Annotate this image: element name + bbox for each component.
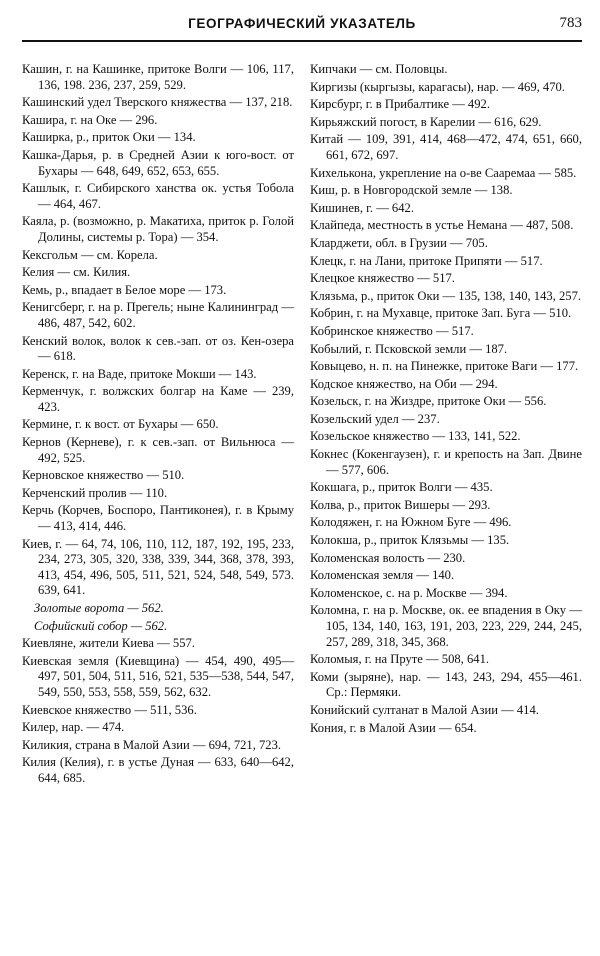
index-entry: Кирсбург, г. в Прибалтике — 492. [310, 97, 490, 112]
index-entry: Колва, р., приток Вишеры — 293. [310, 497, 491, 512]
index-entry: Колокша, р., приток Клязьмы — 135. [310, 533, 510, 548]
index-entry: Козельское княжество — 133, 141, 522. [310, 429, 521, 444]
index-page [22, 14, 582, 944]
index-entry: Кодское княжество, на Оби — 294. [310, 376, 498, 391]
index-entry: Кашка-Дарья, р. в Средней Азии к юго-вост. от Бухары — 648, 649, 652, 653, 655. [22, 147, 294, 178]
index-entry: Козельск, г. на Жиздре, притоке Оки — 556. [310, 394, 547, 409]
index-entry: Кернов (Керневе), г. к сев.-зап. от Вильнюса — 492, 525. [22, 435, 294, 465]
index-entry: Киргизы (кыргызы, карагасы), нар. — 469, 470. [310, 79, 565, 94]
index-entry: Кония, г. в Малой Азии — 654. [310, 720, 477, 735]
index-entry: Китай — 109, 391, 414, 468—472, 474, 651, 660, 661, 672, 697. [310, 132, 582, 162]
right-column [310, 62, 582, 789]
index-entry: Кемь, р., впадает в Белое море — 173. [22, 282, 227, 297]
index-subentry: Золотые ворота — 562. [34, 601, 164, 615]
running-title: ГЕОГРАФИЧЕСКИЙ УКАЗАТЕЛЬ [188, 16, 416, 31]
index-entry: Кашлык, г. Сибирского ханства ок. устья Тобола — 464, 467. [22, 181, 294, 211]
index-entry: Киликия, страна в Малой Азии — 694, 721, 723. [22, 737, 282, 752]
index-entry: Керчь (Корчев, Боспоро, Пантиконея), г. в Крыму — 413, 414, 446. [22, 503, 294, 534]
index-entry: Кобрин, г. на Мухавце, притоке Зап. Буга — 510. [310, 306, 572, 321]
index-entry: Кермине, г. к вост. от Бухары — 650. [22, 417, 219, 432]
index-entry: Коломыя, г. на Пруте — 508, 641. [310, 652, 490, 667]
index-entry: Кокшага, р., приток Волги — 435. [310, 480, 493, 495]
index-entry: Коми (зыряне), нар. — 143, 243, 294, 455—461. Ср.: Пермяки. [310, 669, 582, 700]
index-entry: Ковыцево, н. п. на Пинежке, притоке Ваги — 177. [310, 359, 579, 374]
index-entry: Килер, нар. — 474. [22, 720, 125, 735]
index-entry: Керменчук, г. волжских болгар на Каме — 239, 423. [22, 384, 294, 414]
index-entry: Кашинский удел Тверского княжества — 137, 218. [22, 95, 293, 110]
index-entry: Клецк, г. на Лани, притоке Припяти — 517. [310, 253, 543, 268]
index-entry: Кашира, г. на Оке — 296. [22, 112, 158, 127]
index-entry: Каяла, р. (возможно, р. Макатиха, приток р. Голой Долины, системы р. Тора) — 354. [22, 214, 294, 244]
index-entry: Клецкое княжество — 517. [310, 271, 455, 286]
index-entry: Кашин, г. на Кашинке, притоке Волги — 106, 117, 136, 198. 236, 237, 259, 529. [22, 62, 294, 92]
index-entry: Киш, р. в Новгородской земле — 138. [310, 183, 513, 198]
index-entry: Клайпеда, местность в устье Немана — 487, 508. [310, 218, 574, 233]
index-entry: Келия — см. Килия. [22, 265, 131, 280]
index-entry: Кихелькона, укрепление на о-ве Сааремаа — 585. [310, 165, 577, 180]
index-entry: Киевское княжество — 511, 536. [22, 702, 197, 717]
index-entry: Коломенское, с. на р. Москве — 394. [310, 585, 508, 600]
index-entry: Каширка, р., приток Оки — 134. [22, 130, 196, 145]
index-entry: Керновское княжество — 510. [22, 468, 185, 483]
index-entry: Кенигсберг, г. на р. Прегель; ныне Калининград — 486, 487, 542, 602. [22, 300, 294, 330]
index-entry: Козельский удел — 237. [310, 411, 440, 426]
index-entry: Коломна, г. на р. Москве, ок. ее впадения в Оку — 105, 134, 140, 163, 191, 203, 223, 229, 244, 245, 257, 289, 318, 345, 368. [310, 603, 582, 649]
index-entry: Кексгольм — см. Корела. [22, 247, 158, 262]
page-header [22, 14, 582, 38]
index-entry: Килия (Келия), г. в устье Дуная — 633, 640—642, 644, 685. [22, 755, 294, 785]
index-entry: Клязьма, р., приток Оки — 135, 138, 140, 143, 257. [310, 288, 582, 303]
index-subentry: Софийский собор — 562. [34, 618, 168, 633]
index-entry: Коломенская волость — 230. [310, 550, 466, 565]
page-number: 783 [559, 15, 582, 31]
header-rule [22, 40, 582, 42]
index-entry: Кипчаки — см. Половцы. [310, 62, 448, 76]
index-columns [22, 62, 582, 789]
index-entry: Конийский султанат в Малой Азии — 414. [310, 702, 539, 717]
left-column [22, 62, 294, 789]
index-entry: Киевляне, жители Киева — 557. [22, 636, 195, 651]
index-entry: Кларджети, обл. в Грузии — 705. [310, 235, 488, 250]
index-entry: Колодяжен, г. на Южном Буге — 496. [310, 515, 512, 530]
index-entry: Кокнес (Кокенгаузен), г. и крепость на Зап. Двине — 577, 606. [310, 447, 582, 477]
index-entry: Кобринское княжество — 517. [310, 323, 474, 338]
index-entry-kiev: Киев, г. — 64, 74, 106, 110, 112, 187, 192, 195, 233, 234, 273, 305, 320, 338, 339, 344, 368, 378, 393, 413, 454, 496, 505, 511, 521, 524, 548, 549, 573. 639, 641. [22, 536, 294, 598]
index-entry: Керенск, г. на Ваде, притоке Мокши — 143. [22, 366, 257, 381]
index-entry: Кенский волок, волок к сев.-зап. от оз. Кен-озера — 618. [22, 333, 294, 364]
index-entry: Киевская земля (Киевщина) — 454, 490, 495—497, 501, 504, 511, 516, 521, 535—538, 544, 547, 549, 550, 553, 558, 559, 562, 632. [22, 653, 294, 699]
index-entry: Керченский пролив — 110. [22, 485, 168, 500]
index-entry: Кишинев, г. — 642. [310, 200, 414, 215]
index-entry: Коломенская земля — 140. [310, 568, 455, 583]
index-entry: Кобылий, г. Псковской земли — 187. [310, 341, 508, 356]
index-entry: Кирьяжский погост, в Карелии — 616, 629. [310, 114, 542, 129]
